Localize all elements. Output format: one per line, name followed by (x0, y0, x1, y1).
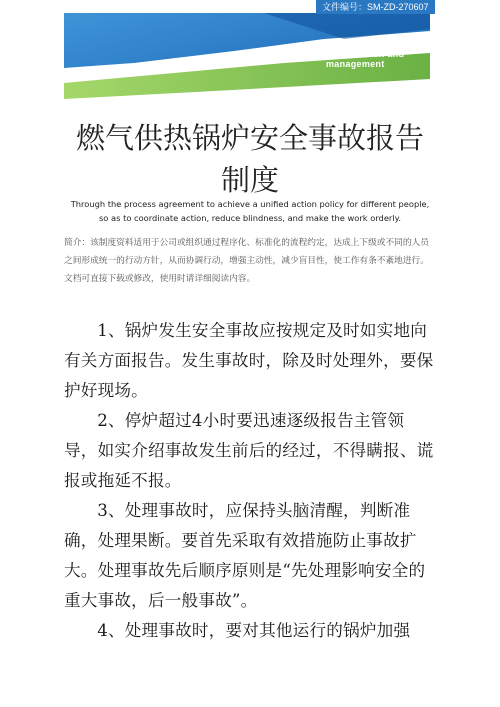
paragraph-1: 1、锅炉发生安全事故应按规定及时如实地向有关方面报告。发生事故时，除及时处理外，要保护好现场。 (64, 321, 434, 400)
title-line-1: 燃气供热锅炉安全事故报告 (75, 121, 424, 155)
document-title (40, 117, 460, 201)
paragraph-4: 4、处理事故时，要对其他运行的锅炉加强 (97, 621, 411, 640)
title-line-2: 制度 (220, 163, 279, 197)
summary-text: 简介：该制度资料适用于公司或组织通过程序化、标准化的流程约定，达成上下级或不同的人员之间形成统一的行动方针，从而协调行动，增强主动性，减少盲目性，使工作有条不紊地进行。文档可直接下载或修改，使用时请详细阅读内容。 (64, 238, 429, 284)
paragraph-2: 2、停炉超过4小时要迅速逐级报告主管领导，如实介绍事故发生前后的经过，不得瞒报、谎报或拖延不报。 (64, 411, 434, 490)
header-banner (64, 13, 430, 110)
document-body (64, 316, 436, 646)
english-subtitle: Through the process agreement to achieve a unified action policy for different people, so as to coordinate action, reduce blindness, and make the work orderly. (70, 199, 430, 223)
banner-text: Organization and management (326, 49, 405, 69)
paragraph-3: 3、处理事故时，应保持头脑清醒，判断准确，处理果断。要首先采取有效措施防止事故扩大。处理事故先后顺序原则是“先处理影响安全的重大事故，后一般事故”。 (64, 501, 426, 610)
document-number-badge: 文件编号：SM-ZD-270607 (316, 0, 435, 14)
